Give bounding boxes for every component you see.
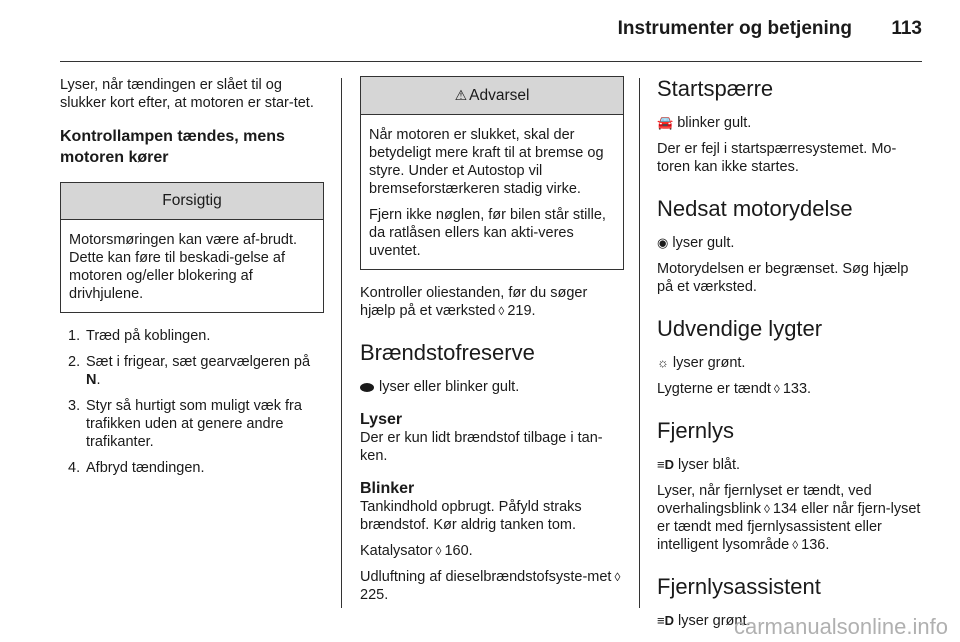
list-item: 4. Afbryd tændingen. — [68, 460, 205, 476]
lygter-status: ☼ lyser grønt. — [657, 355, 746, 371]
fuel-icon — [360, 383, 374, 392]
immobilizer-icon: 🚘 — [657, 115, 674, 130]
caution-title: Forsigtig — [61, 183, 323, 220]
udluftning-ref: Udluftning af dieselbrændstofsyste-met ◊225. — [360, 569, 621, 603]
warning-header — [361, 77, 623, 115]
check-oil-text: Kontroller oliestanden, før du søger hjælp på et værksted ◊ 219. — [360, 285, 588, 319]
section-heading-startspaerre: Startspærre — [657, 76, 774, 101]
column-3 — [657, 76, 923, 638]
subheading-blinker: Blinker — [360, 480, 415, 497]
caution-box — [60, 182, 324, 313]
reference-arrow-icon: ◊ — [773, 382, 780, 396]
list-item: 3. Styr så hurtigt som muligt væk fra trafikken uden at genere andre trafikanter. — [68, 398, 302, 450]
high-beam-icon: ≡D — [657, 457, 674, 472]
reference-arrow-icon: ◊ — [763, 502, 770, 516]
fjernlys-status: ≡D lyser blåt. — [657, 457, 741, 473]
page-header-title: Instrumenter og betjening — [617, 18, 852, 39]
reference-arrow-icon: ◊ — [614, 570, 621, 584]
steps-list — [60, 327, 324, 477]
list-item: 2. Sæt i frigear, sæt gearvælgeren på N. — [68, 354, 311, 388]
subheading-lyser: Lyser — [360, 411, 403, 428]
caution-text: Motorsmøringen kan være af-brudt. Dette kan føre til beskadi-gelse af motoren og/eller blokering af drivhjulene. — [69, 232, 298, 302]
section-heading-fjernlys: Fjernlys — [657, 418, 735, 443]
exterior-lights-icon: ☼ — [657, 355, 669, 370]
section-heading-kontrollampen: Kontrollampen tændes, mens motoren kører — [60, 128, 285, 166]
page-number: 113 — [891, 18, 922, 39]
warning-text-1: Når motoren er slukket, skal der betydeligt mere kraft til at bremse og styre. Under et Autostop vil bremseforstærkeren stadig virke. — [369, 127, 604, 197]
fjernlysassistent-status: ≡D lyser grønt. — [657, 613, 751, 629]
motorydelse-status: ◉ lyser gult. — [657, 235, 735, 251]
warning-text-2: Fjern ikke nøglen, før bilen står stille, da ratlåsen ellers kan akti-veres uventet. — [369, 207, 606, 259]
column-divider-1 — [341, 78, 342, 608]
startspaerre-text: Der er fejl i startspærresystemet. Mo-toren kan ikke startes. — [657, 141, 897, 175]
section-heading-udvendige-lygter: Udvendige lygter — [657, 316, 823, 341]
reference-arrow-icon: ◊ — [435, 544, 442, 558]
reference-arrow-icon: ◊ — [792, 538, 799, 552]
column-divider-2 — [639, 78, 640, 608]
lygter-text: Lygterne er tændt ◊ 133. — [657, 381, 812, 397]
warning-box — [360, 76, 624, 270]
katalysator-ref: Katalysator ◊ 160. — [360, 543, 473, 559]
lyser-text: Der er kun lidt brændstof tilbage i tan-ken. — [360, 430, 603, 464]
startspaerre-status: 🚘 blinker gult. — [657, 115, 752, 131]
column-2 — [360, 76, 624, 612]
blinker-text: Tankindhold opbrugt. Påfyld straks brændstof. Kør aldrig tanken tom. — [360, 499, 582, 533]
motorydelse-text: Motorydelsen er begrænset. Søg hjælp på et værksted. — [657, 261, 909, 295]
section-heading-nedsat-motorydelse: Nedsat motorydelse — [657, 196, 853, 221]
high-beam-assist-icon: ≡D — [657, 613, 674, 628]
reduced-power-icon: ◉ — [657, 235, 669, 250]
section-heading-fuel: Brændstofreserve — [360, 340, 535, 365]
section-heading-fjernlysassistent: Fjernlysassistent — [657, 574, 821, 599]
header-rule — [60, 61, 922, 62]
fjernlys-text: Lyser, når fjernlyset er tændt, ved overhalingsblink ◊ 134 eller når fjern-lyset er tændt med fjernlysassistent eller intelligent lysområde ◊ 136. — [657, 483, 921, 553]
fuel-status: lyser eller blinker gult. — [360, 378, 624, 396]
column-1 — [60, 76, 324, 485]
warning-triangle-icon: ⚠ — [454, 87, 468, 103]
reference-arrow-icon: ◊ — [498, 304, 505, 318]
intro-text: Lyser, når tændingen er slået til og slukker kort efter, at motoren er star-tet. — [60, 77, 314, 111]
list-item: 1. Træd på koblingen. — [68, 328, 211, 344]
watermark: carmanualsonline.info — [733, 614, 948, 639]
warning-title: Advarsel — [469, 87, 530, 104]
